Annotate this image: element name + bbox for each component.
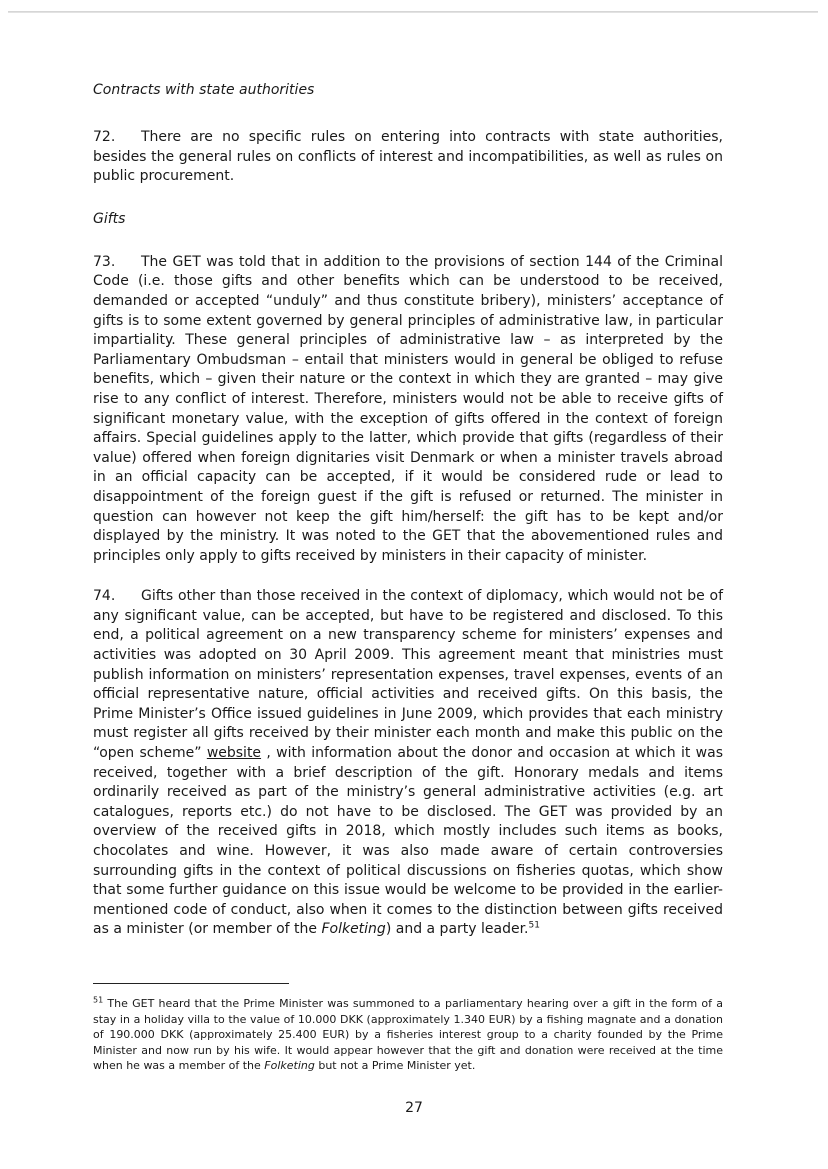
paragraph-text-cont: , with information about the donor and occasion at which it was received, together with a brief description of the gift. Honorary medals and items ordinarily received as part of the ministry’s general administrative activities (e.g. art catalogues, reports etc.) do not have to be disclosed. The GET was provided by an overview of the received gifts in 2018, which mostly includes such items as books, chocolates and wine. However, it was also made aware of certain controversies surrounding gifts in the context of political discussions on fisheries quotas, which show that some further guidance on this issue would be welcome to be provided in the earlier-mentioned code of conduct, also when it comes to the distinction between gifts received as a minister (or member of the [93, 745, 723, 938]
folketing-term: Folketing [321, 921, 386, 938]
paragraph-74 [93, 587, 723, 940]
page-number: 27 [405, 1100, 423, 1116]
footnote-number: 51 [93, 995, 104, 1005]
folketing-term: Folketing [264, 1059, 315, 1073]
paragraph-text: Gifts other than those received in the context of diplomacy, which would not be of any significant value, can be accepted, but have to be registered and disclosed. To this end, a political agreement on a new transparency scheme for ministers’ expenses and activities was adopted on 30 April 2009. This agreement meant that ministries must publish information on ministers’ representation expenses, travel expenses, events of an official representative nature, official activities and received gifts. On this basis, the Prime Minister’s Office issued guidelines in June 2009, which provides that each ministry must register all gifts received by their minister each month and make this public on the “open scheme” [93, 588, 723, 762]
heading-contracts: Contracts with state authorities [93, 82, 315, 98]
heading-gifts: Gifts [93, 210, 126, 227]
paragraph-number: 72. [93, 129, 116, 145]
scan-top-edge [8, 11, 818, 13]
paragraph-text: The GET was told that in addition to the provisions of section 144 of the Criminal Code (i.e. those gifts and other benefits which can be understood to be received, demanded or accepted “unduly” and thus constitute bribery), ministers’ acceptance of gifts is to some extent governed by general principles of administrative law, in particular impartiality. These general principles of administrative law – as interpreted by the Parliamentary Ombudsman – entail that ministers would in general be obliged to refuse benefits, which – given their nature or the context in which they are granted – may give rise to any conflict of interest. Therefore, ministers would not be able to receive gifts of significant monetary value, with the exception of gifts offered in the context of foreign affairs. Special guidelines apply to the latter, which provide that gifts (regardless of their value) offered when foreign dignitaries visit Denmark or when a minister travels abroad in an official capacity can be accepted, if it would be considered rude or lead to disappointment of the foreign guest if the gift is refused or returned. The minister in question can however not keep the gift him/herself: the gift has to be kept and/or displayed by the ministry. It was noted to the GET that the abovementioned rules and principles only apply to gifts received by ministers in their capacity of minister. [93, 253, 723, 564]
document-body [93, 80, 723, 940]
paragraph-text-end: ) and a party leader. [385, 921, 529, 938]
paragraph-text: There are no specific rules on entering into contracts with state authorities, besides the general rules on conflicts of interest and incompatibilities, as well as rules on public procurement. [93, 129, 723, 185]
paragraph-number: 74. [93, 588, 116, 605]
footnote-separator [93, 983, 289, 984]
footnote-reference[interactable]: 51 [528, 920, 540, 931]
footnote-51 [93, 996, 723, 1074]
paragraph-73 [93, 253, 723, 567]
website-link[interactable]: website [206, 745, 262, 762]
footnote-text: The GET heard that the Prime Minister was summoned to a parliamentary hearing over a gift in the form of a stay in a holiday villa to the value of 10.000 DKK (approximately 1.340 EUR) by a fishing magnate and a donation of 190.000 DKK (approximately 25.400 EUR) by a fisheries interest group to a charity founded by the Prime Minister and now run by his wife. It would appear however that the gift and donation were received at the time when he was a member of the [93, 997, 723, 1073]
footnote-text-end: but not a Prime Minister yet. [318, 1059, 476, 1073]
paragraph-number: 73. [93, 253, 116, 270]
paragraph-72 [93, 128, 723, 187]
